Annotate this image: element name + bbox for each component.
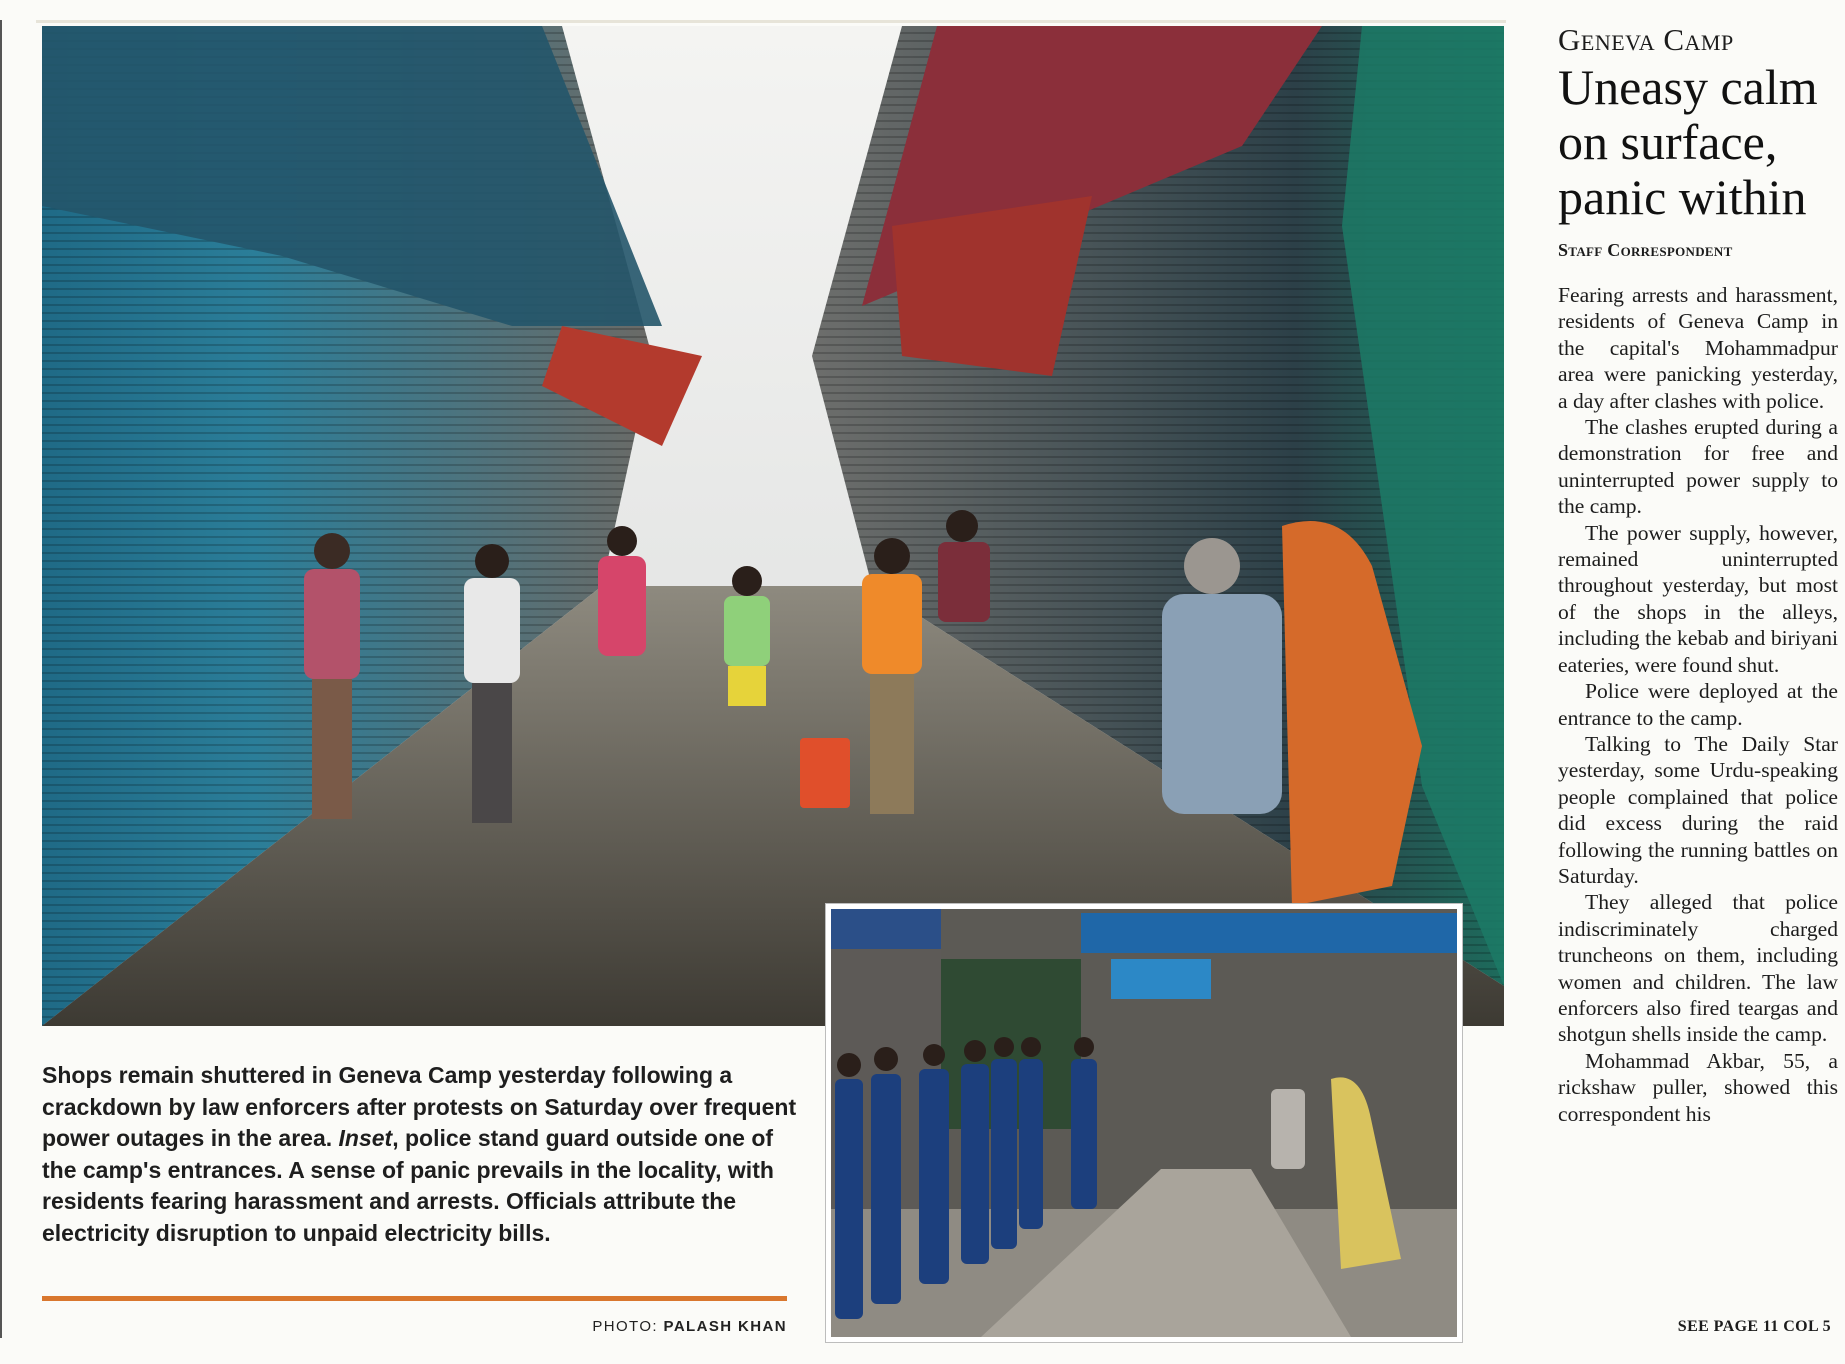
caption-text-1: Shops remain shuttered in Geneva Camp yesterday following a crackdown by law enforcers after protests on Saturday over frequent power outages in the area. bbox=[42, 1062, 797, 1151]
photo-caption bbox=[42, 1060, 802, 1249]
article-paragraph: They alleged that police indiscriminately charged truncheons on them, including women and children. The law enforcers also fired teargas and shotgun shells inside the camp. bbox=[1558, 890, 1838, 1047]
article-paragraph: The power supply, however, remained uninterrupted throughout yesterday, but most of the shops in the alleys, including the kebab and biriyani eateries, were found shut. bbox=[1558, 520, 1838, 677]
inset-photo bbox=[826, 904, 1462, 1342]
caption-text-2: , police stand guard outside one of the camp's entrances. A sense of panic prevails in the locality, with residents fearing harassment and arrests. Officials attribute the electricity disruption to unpaid electricity bills. bbox=[42, 1125, 774, 1246]
article-paragraph: Mohammad Akbar, 55, a rickshaw puller, showed this correspondent his bbox=[1558, 1048, 1838, 1126]
article-headline: Uneasy calm on surface, panic within bbox=[1558, 59, 1818, 225]
photo-credit-name: PALASH KHAN bbox=[663, 1318, 787, 1335]
article-kicker: Geneva Camp bbox=[1558, 22, 1734, 57]
article-paragraph: Police were deployed at the entrance to the camp. bbox=[1558, 679, 1838, 730]
article-paragraph: Talking to The Daily Star yesterday, some Urdu-speaking people complained that police did excess during the raid following the running battles on Saturday. bbox=[1558, 731, 1838, 888]
jump-line: SEE PAGE 11 COL 5 bbox=[1677, 1318, 1831, 1335]
top-rule bbox=[36, 20, 1506, 23]
photo-credit-label: PHOTO: bbox=[592, 1318, 664, 1335]
article-body bbox=[1558, 282, 1838, 1127]
article-paragraph: The clashes erupted during a demonstration for free and uninterrupted power supply to the camp. bbox=[1558, 415, 1838, 519]
photo-credit bbox=[585, 1318, 787, 1335]
main-photo bbox=[42, 26, 1504, 1026]
caption-inset-word: Inset bbox=[338, 1125, 393, 1151]
caption-rule bbox=[42, 1296, 787, 1301]
column-divider bbox=[0, 20, 2, 1338]
article-paragraph: Fearing arrests and harassment, residents of Geneva Camp in the capital's Mohammadpur area were panicking yesterday, a day after clashes with police. bbox=[1558, 283, 1838, 413]
article-byline: Staff Correspondent bbox=[1558, 240, 1733, 260]
